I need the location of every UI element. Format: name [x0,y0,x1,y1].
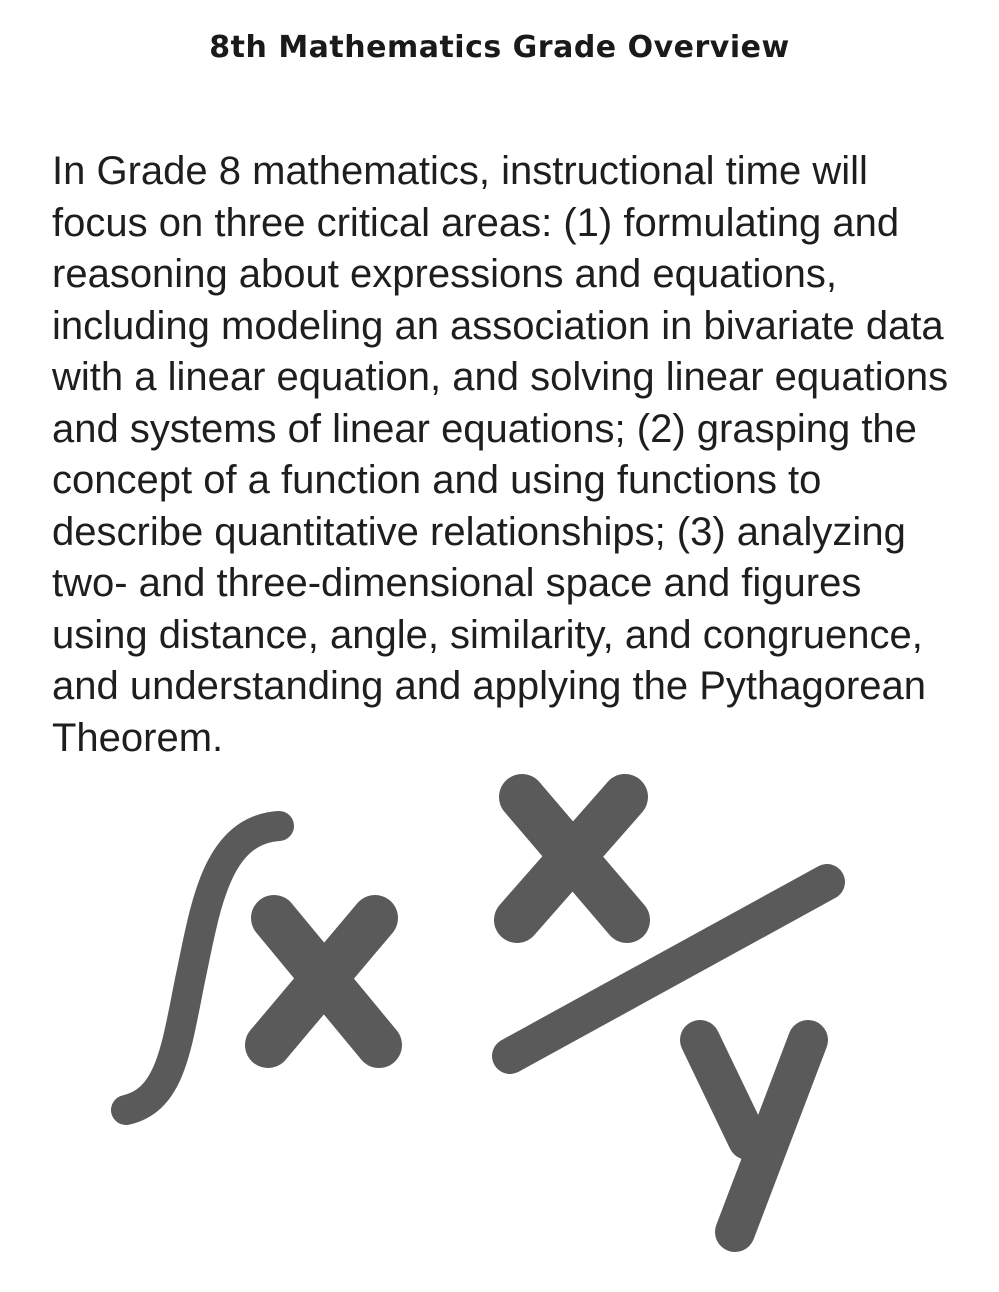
paragraph-line: describe quantitative relationships; (3) analyzing [52,509,906,554]
paragraph-line: focus on three critical areas: (1) formulating and [52,200,900,245]
paragraph-line: using distance, angle, similarity, and congruence, [52,612,923,657]
paragraph-line: with a linear equation, and solving linear equations [52,355,949,399]
paragraph-line: two- and three-dimensional space and figures [52,561,862,605]
page-title: 8th Mathematics Grade Overview [209,30,790,65]
integral-icon [126,826,279,1110]
paragraph-line: and systems of linear equations; (2) grasping the [52,406,917,451]
paragraph-line: In Grade 8 mathematics, instructional time will [52,149,868,193]
paragraph-line: and understanding and applying the Pythagorean [52,664,927,708]
numerator-x-icon [517,797,627,920]
paragraph-line: concept of a function and using functions to [52,458,822,502]
paragraph-line: including modeling an association in bivariate data [52,303,944,348]
x-variable-icon [268,918,379,1045]
denominator-y-icon [700,1040,808,1232]
paragraph-line: reasoning about expressions and equations, [52,252,837,296]
paragraph-line: Theorem. [52,715,224,760]
